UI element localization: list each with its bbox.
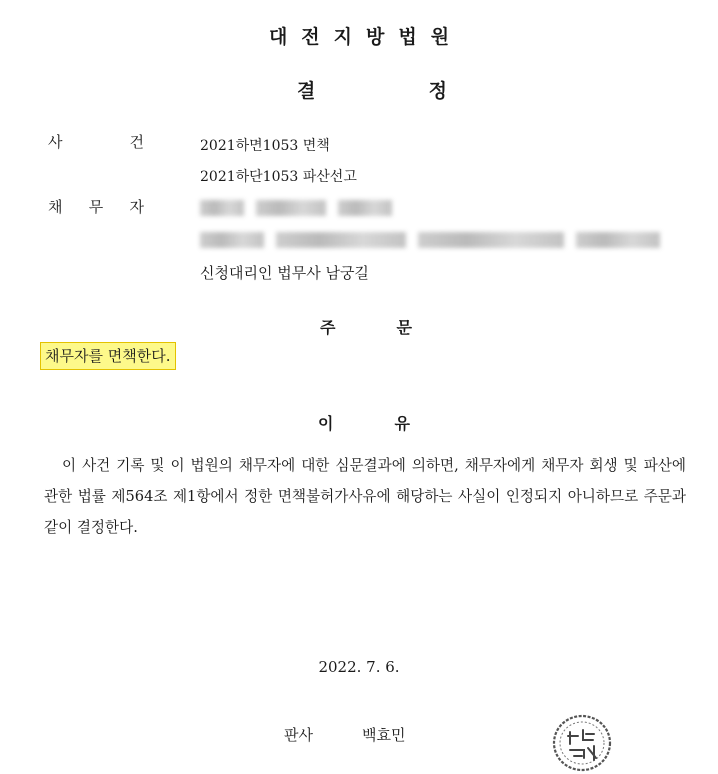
debtor-name-redacted xyxy=(200,200,392,216)
document-type-char-1: 결 xyxy=(297,80,316,102)
document-type-title xyxy=(297,76,447,103)
case-label-char: 건 xyxy=(129,133,144,151)
redaction-block xyxy=(256,200,326,216)
debtor-label-char: 자 xyxy=(129,198,144,216)
debtor-address-redacted xyxy=(200,232,660,248)
order-text-highlighted: 채무자를 면책한다. xyxy=(40,342,176,370)
debtor-label xyxy=(48,196,144,217)
redaction-block xyxy=(576,232,660,248)
judge-name: 백효민 xyxy=(362,726,406,744)
document-type-char-2: 정 xyxy=(428,80,447,102)
redaction-block xyxy=(200,200,244,216)
order-heading xyxy=(320,315,412,338)
redaction-block xyxy=(418,232,564,248)
debtor-label-char: 채 xyxy=(48,198,63,216)
case-number-bankruptcy: 2021하단1053 파산선고 xyxy=(200,169,357,185)
applicant-representative: 신청대리인 법무사 남궁길 xyxy=(200,264,369,282)
court-name: 대전지방법원 xyxy=(268,26,464,48)
reason-paragraph: 이 사건 기록 및 이 법원의 채무자에 대한 심문결과에 의하면, 채무자에게 채무자 회생 및 파산에 관한 법률 제564조 제1항에서 정한 면책불허가사유에 해당하는 사실이 인정되지 아니하므로 주문과 같이 결정한다. xyxy=(44,457,686,536)
redaction-block xyxy=(338,200,392,216)
redaction-block xyxy=(200,232,264,248)
reason-heading xyxy=(318,411,410,434)
case-label-char: 사 xyxy=(48,133,63,151)
debtor-label-char: 무 xyxy=(88,198,104,216)
order-heading-char: 문 xyxy=(396,318,412,337)
redaction-block xyxy=(276,232,406,248)
decision-date: 2022. 7. 6. xyxy=(318,658,400,676)
reason-heading-char: 유 xyxy=(394,414,410,433)
case-label xyxy=(48,131,144,152)
reason-heading-char: 이 xyxy=(318,414,334,433)
judge-title: 판사 xyxy=(284,726,313,744)
judge-seal-icon xyxy=(550,712,614,774)
order-heading-char: 주 xyxy=(320,318,336,337)
case-number-discharge: 2021하면1053 면책 xyxy=(200,138,330,154)
